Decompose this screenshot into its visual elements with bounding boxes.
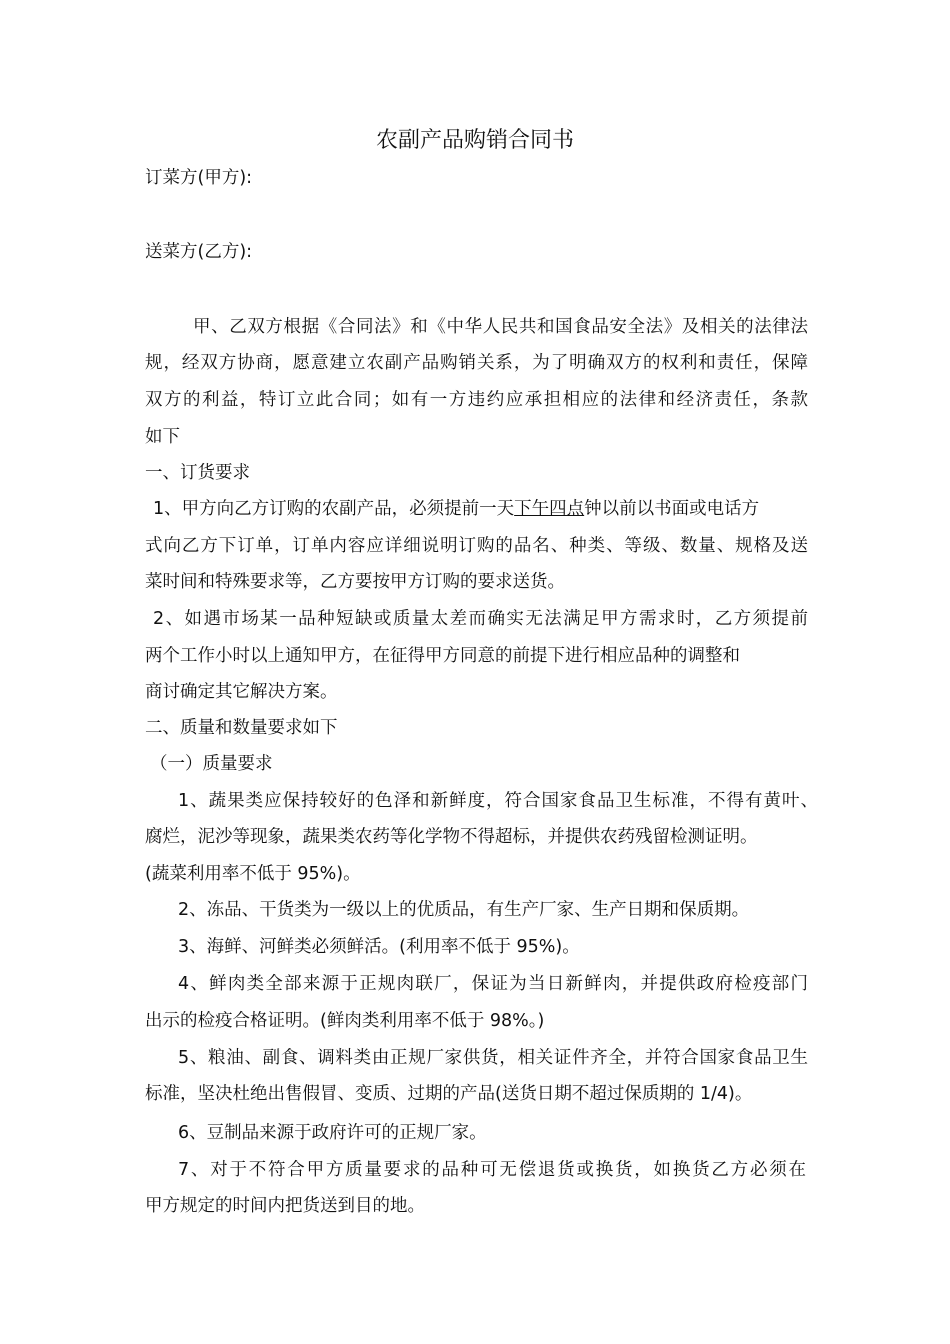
quality-item-line: (蔬菜利用率不低于 95%)。 xyxy=(145,864,361,884)
order-item-line: 商讨确定其它解决方案。 xyxy=(145,682,338,702)
quality-item-line: 出示的检疫合格证明。(鲜肉类利用率不低于 98%。) xyxy=(145,1011,545,1031)
quality-item: 1、蔬果类应保持较好的色泽和新鲜度，符合国家食品卫生标准，不得有黄叶、 xyxy=(178,791,818,811)
intro-line: 如下 xyxy=(145,427,180,447)
quality-item-line: 甲方规定的时间内把货送到目的地。 xyxy=(145,1196,425,1216)
quality-item: 4、鲜肉类全部来源于正规肉联厂，保证为当日新鲜肉，并提供政府检疫部门 xyxy=(178,974,808,994)
quality-item: 3、海鲜、河鲜类必须鲜活。(利用率不低于 95%)。 xyxy=(178,937,580,957)
quality-item-line: 标准，坚决杜绝出售假冒、变质、过期的产品(送货日期不超过保质期的 1/4)。 xyxy=(145,1084,753,1104)
quality-item: 5、粮油、副食、调料类由正规厂家供货，相关证件齐全，并符合国家食品卫生 xyxy=(178,1048,808,1068)
order-item-line: 两个工作小时以上通知甲方，在征得甲方同意的前提下进行相应品种的调整和 xyxy=(145,646,740,666)
order-item-line: 式向乙方下订单，订单内容应详细说明订购的品名、种类、等级、数量、规格及送 xyxy=(145,536,808,556)
section-heading: 一、订货要求 xyxy=(145,463,250,483)
party-b-label: 送菜方(乙方): xyxy=(145,242,253,262)
order-item-2: 2、如遇市场某一品种短缺或质量太差而确实无法满足甲方需求时，乙方须提前 xyxy=(153,609,808,629)
party-a-label: 订菜方(甲方): xyxy=(145,168,253,188)
text: 钟以前以书面或电话方 xyxy=(584,499,760,519)
quality-item: 7、对于不符合甲方质量要求的品种可无偿退货或换货，如换货乙方必须在 xyxy=(178,1160,806,1180)
underlined-deadline: 下午四点 xyxy=(514,499,585,519)
quality-item: 6、豆制品来源于政府许可的正规厂家。 xyxy=(178,1123,487,1143)
text: 1、甲方向乙方订购的农副产品，必须提前一天 xyxy=(153,499,515,519)
quality-item: 2、冻品、干货类为一级以上的优质品，有生产厂家、生产日期和保质期。 xyxy=(178,900,750,920)
subsection-heading: （一）质量要求 xyxy=(150,754,273,774)
quality-item-line: 腐烂，泥沙等现象，蔬果类农药等化学物不得超标，并提供农药残留检测证明。 xyxy=(145,827,758,847)
order-item-1 xyxy=(153,498,759,520)
intro-line: 甲、乙双方根据《合同法》和《中华人民共和国食品安全法》及相关的法律法 xyxy=(193,317,808,337)
order-item-line: 菜时间和特殊要求等，乙方要按甲方订购的要求送货。 xyxy=(145,572,565,592)
section-heading: 二、质量和数量要求如下 xyxy=(145,718,338,738)
intro-line: 双方的利益，特订立此合同；如有一方违约应承担相应的法律和经济责任，条款 xyxy=(145,390,808,410)
intro-line: 规，经双方协商，愿意建立农副产品购销关系，为了明确双方的权利和责任，保障 xyxy=(145,353,808,373)
document-title: 农副产品购销合同书 xyxy=(375,128,574,153)
